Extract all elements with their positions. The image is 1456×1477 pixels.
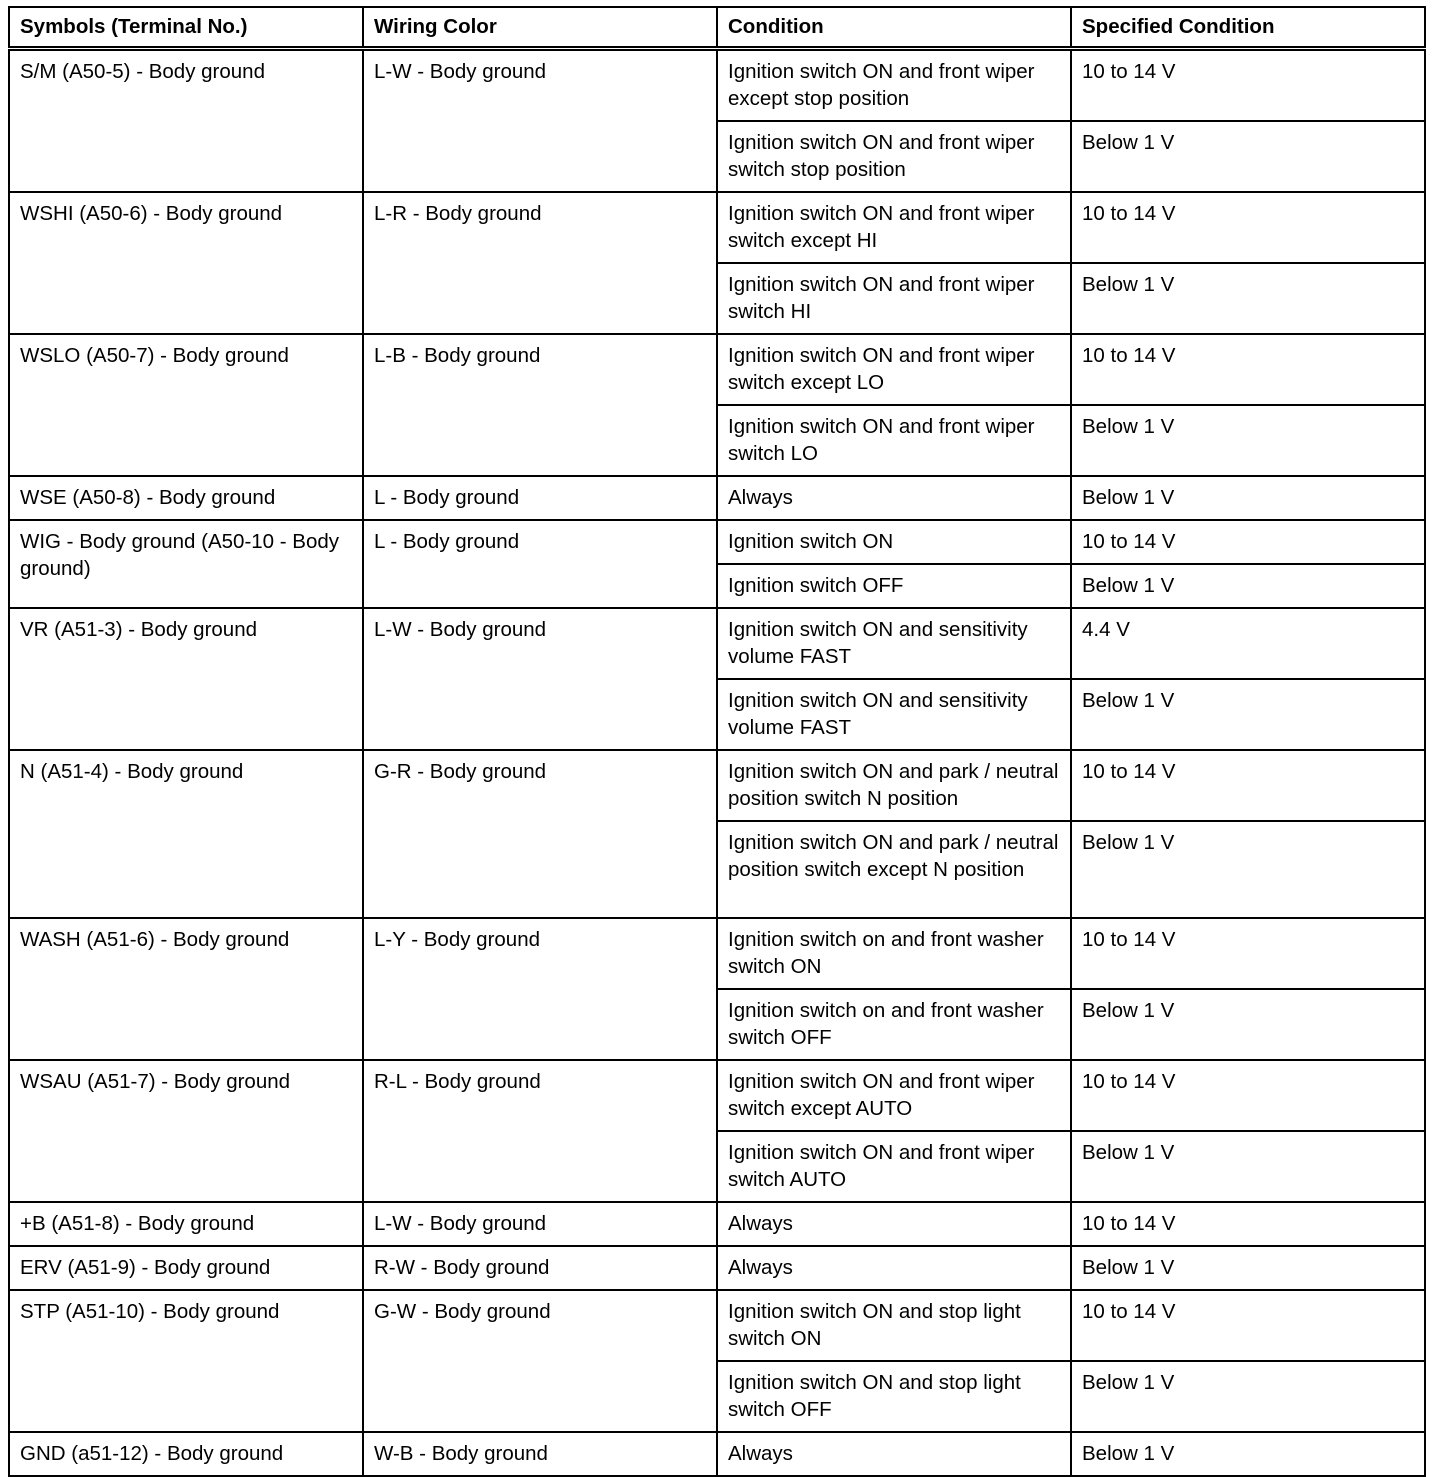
condition-cell: Ignition switch ON and front wiper switch HI	[717, 263, 1071, 334]
condition-cell: Ignition switch on and front washer switch ON	[717, 918, 1071, 989]
wiring-color-cell: L-B - Body ground	[363, 334, 717, 476]
condition-cell: Ignition switch on and front washer switch OFF	[717, 989, 1071, 1060]
wiring-color-cell: R-W - Body ground	[363, 1246, 717, 1290]
condition-cell: Ignition switch ON and park / neutral position switch except N position	[717, 821, 1071, 918]
symbol-cell: +B (A51-8) - Body ground	[9, 1202, 363, 1246]
terminal-inspection-table	[8, 6, 1426, 1477]
specified-condition-cell: Below 1 V	[1071, 1131, 1425, 1202]
symbol-cell: WSHI (A50-6) - Body ground	[9, 192, 363, 334]
specified-condition-cell: 4.4 V	[1071, 608, 1425, 679]
header-condition: Condition	[717, 7, 1071, 49]
wiring-color-cell: L-W - Body ground	[363, 1202, 717, 1246]
specified-condition-cell: 10 to 14 V	[1071, 520, 1425, 564]
condition-cell: Ignition switch ON and park / neutral position switch N position	[717, 750, 1071, 821]
wiring-color-cell: L - Body ground	[363, 476, 717, 520]
wiring-color-cell: G-R - Body ground	[363, 750, 717, 918]
table-row	[9, 1432, 1425, 1476]
condition-cell: Always	[717, 1202, 1071, 1246]
specified-condition-cell: Below 1 V	[1071, 121, 1425, 192]
wiring-color-cell: R-L - Body ground	[363, 1060, 717, 1202]
specified-condition-cell: 10 to 14 V	[1071, 1290, 1425, 1361]
symbol-cell: WSE (A50-8) - Body ground	[9, 476, 363, 520]
specified-condition-cell: 10 to 14 V	[1071, 918, 1425, 989]
condition-cell: Ignition switch ON and front wiper switch LO	[717, 405, 1071, 476]
condition-cell: Ignition switch ON and sensitivity volume FAST	[717, 608, 1071, 679]
condition-cell: Ignition switch ON and front wiper switch except HI	[717, 192, 1071, 263]
condition-cell: Ignition switch ON and front wiper switch AUTO	[717, 1131, 1071, 1202]
symbol-cell: WASH (A51-6) - Body ground	[9, 918, 363, 1060]
header-row	[9, 7, 1425, 49]
wiring-color-cell: G-W - Body ground	[363, 1290, 717, 1432]
condition-cell: Ignition switch ON	[717, 520, 1071, 564]
symbol-cell: WSAU (A51-7) - Body ground	[9, 1060, 363, 1202]
specified-condition-cell: 10 to 14 V	[1071, 192, 1425, 263]
specified-condition-cell: 10 to 14 V	[1071, 1060, 1425, 1131]
table-row	[9, 192, 1425, 263]
specified-condition-cell: Below 1 V	[1071, 1361, 1425, 1432]
symbol-cell: ERV (A51-9) - Body ground	[9, 1246, 363, 1290]
header-specified-condition: Specified Condition	[1071, 7, 1425, 49]
specified-condition-cell: 10 to 14 V	[1071, 334, 1425, 405]
specified-condition-cell: 10 to 14 V	[1071, 750, 1425, 821]
specified-condition-cell: 10 to 14 V	[1071, 49, 1425, 122]
symbol-cell: STP (A51-10) - Body ground	[9, 1290, 363, 1432]
specified-condition-cell: Below 1 V	[1071, 989, 1425, 1060]
table-row	[9, 334, 1425, 405]
table-row	[9, 1246, 1425, 1290]
condition-cell: Ignition switch ON and front wiper switch stop position	[717, 121, 1071, 192]
condition-cell: Always	[717, 476, 1071, 520]
specified-condition-cell: 10 to 14 V	[1071, 1202, 1425, 1246]
table-row	[9, 1202, 1425, 1246]
table-row	[9, 750, 1425, 821]
wiring-color-cell: L-W - Body ground	[363, 49, 717, 193]
table-row	[9, 608, 1425, 679]
condition-cell: Ignition switch ON and front wiper switch except AUTO	[717, 1060, 1071, 1131]
table-row	[9, 520, 1425, 564]
specified-condition-cell: Below 1 V	[1071, 1432, 1425, 1476]
specified-condition-cell: Below 1 V	[1071, 564, 1425, 608]
symbol-cell: S/M (A50-5) - Body ground	[9, 49, 363, 193]
wiring-color-cell: L - Body ground	[363, 520, 717, 608]
specified-condition-cell: Below 1 V	[1071, 1246, 1425, 1290]
table-body	[9, 49, 1425, 1477]
condition-cell: Ignition switch ON and front wiper switch except LO	[717, 334, 1071, 405]
symbol-cell: GND (a51-12) - Body ground	[9, 1432, 363, 1476]
wiring-color-cell: W-B - Body ground	[363, 1432, 717, 1476]
specified-condition-cell: Below 1 V	[1071, 821, 1425, 918]
condition-cell: Always	[717, 1432, 1071, 1476]
header-wiring-color: Wiring Color	[363, 7, 717, 49]
symbol-cell: N (A51-4) - Body ground	[9, 750, 363, 918]
condition-cell: Ignition switch OFF	[717, 564, 1071, 608]
wiring-color-cell: L-Y - Body ground	[363, 918, 717, 1060]
table-row	[9, 476, 1425, 520]
specified-condition-cell: Below 1 V	[1071, 263, 1425, 334]
condition-cell: Ignition switch ON and stop light switch OFF	[717, 1361, 1071, 1432]
wiring-color-cell: L-W - Body ground	[363, 608, 717, 750]
symbol-cell: WSLO (A50-7) - Body ground	[9, 334, 363, 476]
symbol-cell: WIG - Body ground (A50-10 - Body ground)	[9, 520, 363, 608]
specified-condition-cell: Below 1 V	[1071, 476, 1425, 520]
wiring-color-cell: L-R - Body ground	[363, 192, 717, 334]
specified-condition-cell: Below 1 V	[1071, 679, 1425, 750]
condition-cell: Ignition switch ON and stop light switch ON	[717, 1290, 1071, 1361]
header-symbols: Symbols (Terminal No.)	[9, 7, 363, 49]
condition-cell: Ignition switch ON and front wiper except stop position	[717, 49, 1071, 122]
condition-cell: Always	[717, 1246, 1071, 1290]
table-row	[9, 918, 1425, 989]
condition-cell: Ignition switch ON and sensitivity volume FAST	[717, 679, 1071, 750]
table-row	[9, 1060, 1425, 1131]
specified-condition-cell: Below 1 V	[1071, 405, 1425, 476]
table-row	[9, 49, 1425, 122]
table-row	[9, 1290, 1425, 1361]
symbol-cell: VR (A51-3) - Body ground	[9, 608, 363, 750]
